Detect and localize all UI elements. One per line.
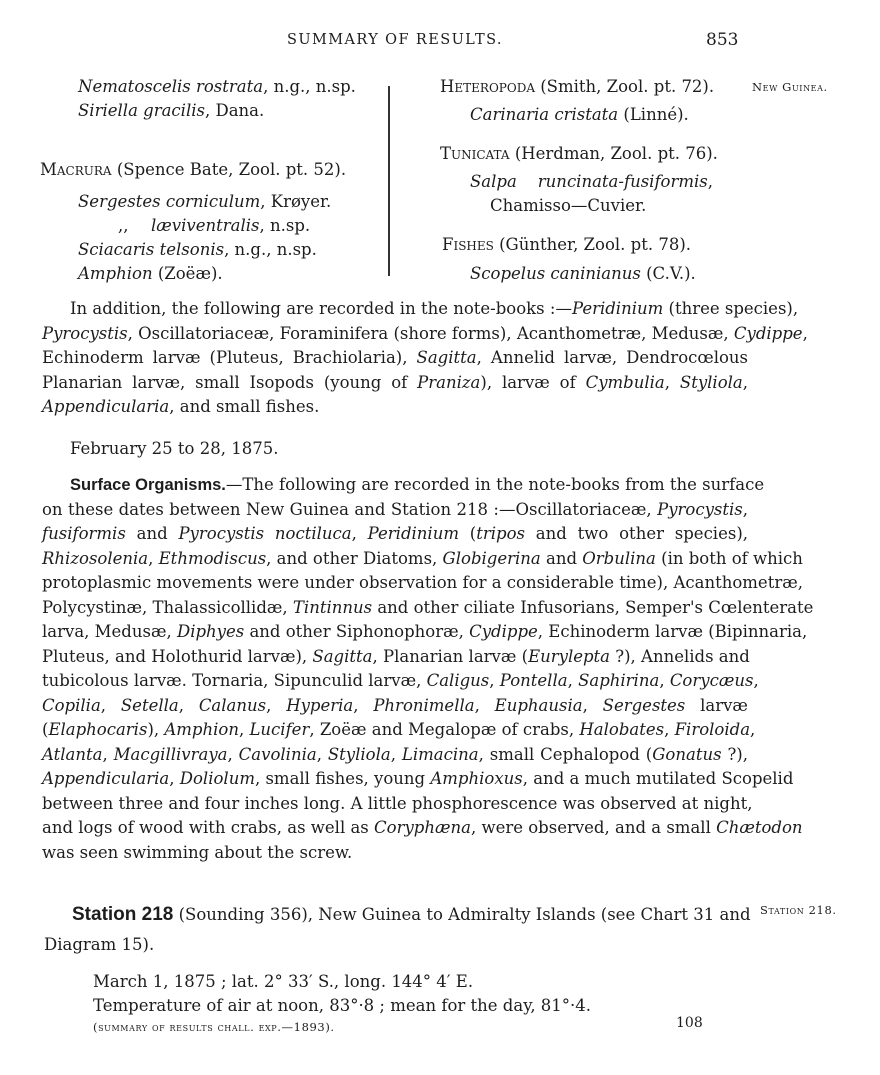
paragraph-line: Pluteus, and Holothurid larvæ), Sagitta, Planarian larvæ (Eurylepta ?), Annelids and [42,646,750,666]
signature-mark: 108 [676,1015,703,1031]
paragraph-line: between three and four inches long. A little phosphorescence was observed at night, [42,793,753,813]
paragraph-line: (Elaphocaris), Amphion, Lucifer, Zoëæ and Megalopæ of crabs, Halobates, Firoloida, [42,720,756,739]
tunicata-heading: Tunicata (Herdman, Zool. pt. 76). [440,144,718,163]
margin-note-new-guinea: New Guinea. [752,80,828,94]
running-header-title: SUMMARY OF RESULTS. [287,32,503,48]
taxon-entry-continuation: Chamisso—Cuvier. [490,196,647,215]
macrura-heading: Macrura (Spence Bate, Zool. pt. 52). [40,160,347,179]
station-temperature: Temperature of air at noon, 83°·8 ; mean for the day, 81°·4. [93,996,592,1015]
taxon-entry: Scopelus caninianus (C.V.). [470,264,696,283]
station-date-position: March 1, 1875 ; lat. 2° 33′ S., long. 144° 4′ E. [93,972,474,991]
column-divider [388,86,390,276]
date-line: February 25 to 28, 1875. [70,439,279,458]
surface-organisms-heading: Surface Organisms. [70,476,226,494]
addition-paragraph [42,297,808,420]
paragraph-line: In addition, the following are recorded in the note-books :—Peridinium (three species), [70,299,799,318]
paragraph-line: and logs of wood with crabs, as well as Coryphæna, were observed, and a small Chætodon [42,818,803,837]
paragraph-line: protoplasmic movements were under observation for a considerable time), Acanthometræ, [42,573,803,592]
paragraph-line: Rhizosolenia, Ethmodiscus, and other Diatoms, Globigerina and Orbulina (in both of which [42,548,803,568]
footer-imprint: (summary of results chall. exp.—1893). [93,1020,335,1034]
station-line-continuation: Diagram 15). [44,935,155,954]
paragraph-line: Appendicularia, and small fishes. [42,397,320,416]
taxon-entry: Sciacaris telsonis, n.g., n.sp. [78,240,317,259]
paragraph-line: on these dates between New Guinea and Station 218 :—Oscillatoriaceæ, Pyrocystis, [42,499,748,519]
paragraph-line: Polycystinæ, Thalassicollidæ, Tintinnus and other ciliate Infusorians, Semper's Cœlenterate [42,597,814,617]
paragraph-line: Planarian larvæ, small Isopods (young of Praniza), larvæ of Cymbulia, Styliola, [42,372,748,392]
paragraph-line: Surface Organisms.—The following are recorded in the note-books from the surface [70,475,765,494]
station-line: Station 218 (Sounding 356), New Guinea to Admiralty Islands (see Chart 31 and [72,904,751,925]
paragraph-line: Appendicularia, Doliolum, small fishes, young Amphioxus, and a much mutilated Scopelid [42,769,794,788]
paragraph-line: Copilia, Setella, Calanus, Hyperia, Phronimella, Euphausia, Sergestes larvæ [42,695,748,715]
taxon-entry: Amphion (Zoëæ). [78,264,223,283]
paragraph-line: fusiformis and Pyrocystis noctiluca, Peridinium (tripos and two other species), [42,524,748,543]
station-heading: Station 218 [72,904,174,925]
surface-organisms-paragraph [42,473,814,865]
taxon-entry: Sergestes corniculum, Krøyer. [78,192,332,211]
margin-note-station: Station 218. [760,903,837,917]
paragraph-line: Echinoderm larvæ (Pluteus, Brachiolaria), Sagitta, Annelid larvæ, Dendrocœlous [42,348,748,367]
paragraph-line: tubicolous larvæ. Tornaria, Sipunculid larvæ, Caligus, Pontella, Saphirina, Corycæus, [42,671,759,690]
fishes-heading: Fishes (Günther, Zool. pt. 78). [442,235,692,254]
taxon-entry: Carinaria cristata (Linné). [470,105,689,124]
taxon-entry: ,, læviventralis, n.sp. [118,216,311,235]
paragraph-line: Pyrocystis, Oscillatoriaceæ, Foraminifera (shore forms), Acanthometræ, Medusæ, Cydippe, [42,323,808,343]
taxon-entry: Salpa runcinata-fusiformis, [470,172,714,191]
page-number: 853 [706,30,739,50]
paragraph-line: was seen swimming about the screw. [42,842,353,862]
taxon-entry: Nematoscelis rostrata, n.g., n.sp. [78,77,356,96]
paragraph-line: Atlanta, Macgillivraya, Cavolinia, Styliola, Limacina, small Cephalopod (Gonatus ?), [42,744,748,764]
taxon-entry: Siriella gracilis, Dana. [78,101,265,120]
heteropoda-heading: Heteropoda (Smith, Zool. pt. 72). [440,77,715,96]
paragraph-line: larva, Medusæ, Diphyes and other Siphonophoræ, Cydippe, Echinoderm larvæ (Bipinnaria, [42,622,808,641]
